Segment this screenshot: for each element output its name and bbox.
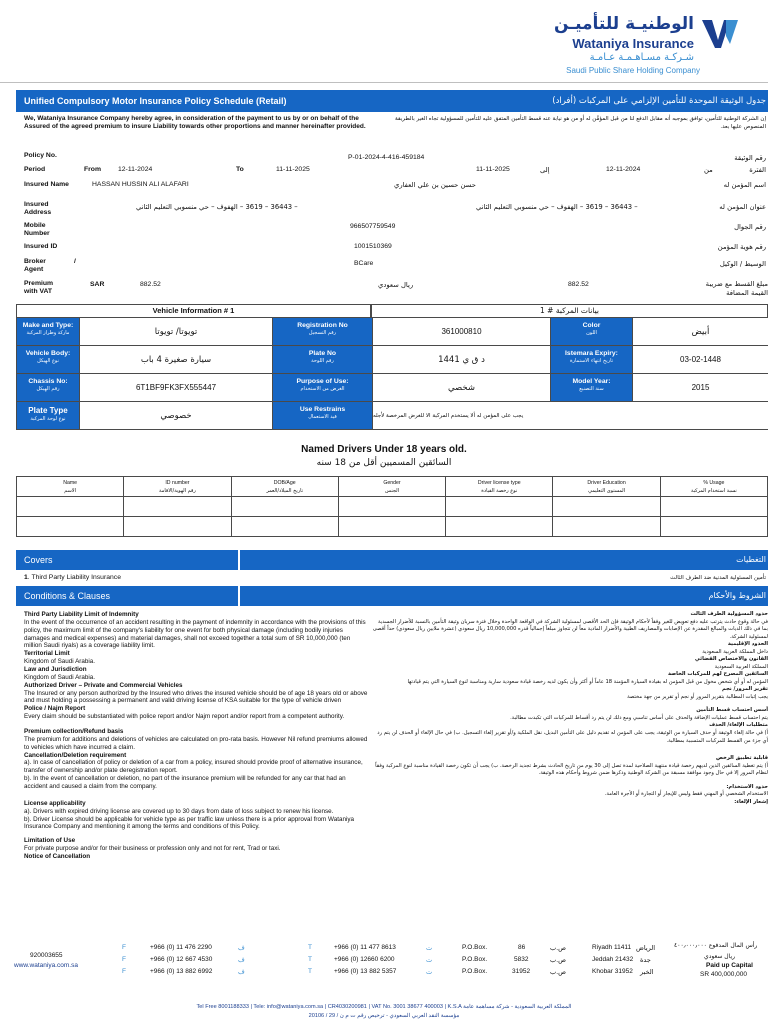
footer-pobox-ar: ص.ب — [550, 968, 567, 976]
footer-fax-jeddah: +966 (0) 12 667 4530 — [150, 956, 213, 963]
tpl-body-ar: في حالة وقوع حادث يترتب عليه دفع تعويض للغير وفقاً لأحكام الوثيقة فإن الحد الأقصى لمسئولية الشركة في الواقعة الواحدة وخلال فترة سريان وثيقة التأمين بالنسبة للأضرار الجسدية بما في ذلك الديات والمبالغ المقدرة عن الإصابات والمصاريف الطبية والأضرار المادية معاً لن تتجاوز مبلغاً إجمالياً قدره 10,000,000 ريال سعودي (عشرة ملايين ريال سعودي) حداً أقصى لمسئولية الشركة. — [372, 618, 768, 640]
paid-capital-currency-ar: ريال سعودي — [704, 953, 736, 960]
premium-collection-heading: Premium collection/Refund basis — [24, 728, 124, 736]
premium-value: 882.52 — [140, 281, 161, 288]
column-header: ID number رقم الهوية/الاقامة — [124, 477, 231, 497]
conditions-section-header — [16, 586, 768, 606]
insured-name-label: Insured Name — [24, 181, 69, 188]
istemara-value: 03-02-1448 — [633, 346, 768, 374]
premium-collection-body: The premium for additions and deletions of vehicles are calculated on pro-rata basis. However Nil refund premiums allowed to vehicles which have incurred a claim. — [24, 735, 368, 751]
logo-english-name: Wataniya Insurance — [572, 36, 694, 51]
footer-city-riyadh-ar: الرياض — [636, 944, 656, 952]
footer-legal-line: Tel Free 8001188333 | Tele: info@wataniya.com.sa | CR4030200981 | VAT No. 3001 38677 400003 | K.S.A المملكة العربية السعودية - شركة مساهمة عامة — [196, 1004, 572, 1010]
police-body-ar: يجب إثبات المطالبة بتقرير المرور أو نجم أو تقرير من جهة مختصة — [627, 693, 768, 700]
chassis-label: Chassis No: — [28, 378, 68, 385]
footer-fax-ar: ف — [238, 956, 245, 964]
column-header: Gender الجنس — [338, 477, 445, 497]
plate-value: د ق ي 1441 — [373, 346, 551, 374]
footer-city-khobar-ar: الخبر — [640, 968, 654, 976]
footer-fax-label: F — [122, 944, 126, 951]
paid-capital-label: Paid up Capital — [706, 962, 753, 969]
footer-tel-ar: ت — [426, 956, 433, 964]
period-label-ar: الفترة — [749, 166, 766, 174]
footer-pobox-ar: ص.ب — [550, 956, 567, 964]
purpose-label: Purpose of Use: — [296, 378, 349, 385]
authorized-driver-heading: Authorized Driver – Private and Commercial Vehicles — [24, 681, 183, 689]
header-divider — [0, 82, 768, 83]
insured-name-label-ar: اسم المؤمن له — [723, 181, 766, 189]
cover-item-ar: تأمين المسئولية المدنية ضد الطرف الثالث — [670, 575, 766, 581]
column-header: DOB/Age تاريخ الميلاد/العمر — [231, 477, 338, 497]
reg-value: 361000810 — [373, 318, 551, 346]
notice-heading-ar: إشعار الإلغاء: — [734, 798, 768, 805]
territorial-body-ar: داخل المملكة العربية السعودية — [702, 648, 768, 655]
broker-label-ar: الوسيط / الوكيل — [719, 260, 766, 268]
logo-arabic-tagline: شـركـة مسـاهـمـة عـامـة — [589, 52, 694, 63]
footer-cr-number: 920003655 — [30, 952, 63, 959]
policy-no-label-ar: رقم الوثيقة — [734, 154, 766, 162]
restrains-label-ar: قيد الاستعمال — [308, 414, 337, 420]
broker-label: Broker Agent — [24, 258, 46, 274]
footer-website-link[interactable]: www.wataniya.com.sa — [14, 962, 78, 969]
plate-type-label: Plate Type — [28, 406, 68, 415]
table-row — [17, 497, 768, 517]
authorized-driver-body-ar: المؤمن له أو أي شخص مخول من قبل المؤمن له بقيادة السيارة المؤمنة 18 عاماً أو أكثر وأن يكون لديه رخصة قيادة سعودية سارية ومناسبة لنوع السيارة التي يتم قيادتها — [407, 678, 768, 685]
plate-label-cell — [273, 346, 373, 374]
footer-city-khobar: Khobar 31952 — [592, 968, 633, 975]
make-label-cell — [17, 318, 80, 346]
vehicle-row-2 — [16, 346, 768, 374]
footer-fax-ar: ف — [238, 944, 245, 952]
period-from-value: 12-11-2024 — [118, 166, 153, 173]
footer-city-jeddah: Jeddah 21432 — [592, 956, 634, 963]
insured-id-label: Insured ID — [24, 243, 58, 250]
from-label: From — [84, 166, 101, 173]
cancellation-heading: Cancellation/Deletion requirement — [24, 751, 127, 759]
footer-city-riyadh: Riyadh 11411 — [592, 944, 632, 951]
cancellation-heading-ar: متطلبات الإلغاء/ الحذف — [709, 722, 768, 729]
year-value: 2015 — [633, 374, 768, 402]
limitation-heading: Limitation of Use — [24, 837, 76, 845]
chassis-value: 6T1BF9FK3FX555447 — [80, 374, 273, 402]
conditions-text-en — [24, 611, 369, 861]
company-logo — [510, 14, 740, 76]
footer-fax-ar: ف — [238, 968, 245, 976]
policy-title-ar: جدول الوثيقة الموحدة للتأمين الإلزامي على المركبات (أفراد) — [552, 96, 766, 106]
footer-pobox-label: P.O.Box. — [462, 968, 488, 975]
footer-fax-riyadh: +966 (0) 11 476 2290 — [150, 944, 212, 951]
tpl-heading: Third Party Liability Limit of Indemnity — [24, 611, 139, 618]
vehicle-info-table — [16, 304, 768, 430]
paid-capital-value: SR 400,000,000 — [700, 971, 747, 978]
logo-arabic-name: الوطنيـة للتأميـن — [553, 14, 694, 34]
vehicle-row-4 — [16, 402, 768, 430]
color-value: أبيض — [633, 318, 768, 346]
license-heading-ar: قابلية تطبيق الرخص — [716, 755, 768, 762]
plate-label-ar: رقم اللوحة — [311, 358, 334, 364]
plate-type-label-ar: نوع لوحة المركبة — [30, 416, 66, 422]
footer-pobox-jeddah: 5832 — [514, 956, 529, 963]
footer-city-jeddah-ar: جدة — [640, 956, 651, 964]
reg-label-cell — [273, 318, 373, 346]
footer-pobox-ar: ص.ب — [550, 944, 567, 952]
policy-title-en: Unified Compulsory Motor Insurance Policy Schedule (Retail) — [24, 96, 287, 106]
covers-title-ar: التغطيات — [240, 550, 768, 570]
conditions-title-en: Conditions & Clauses — [16, 586, 238, 606]
footer-tel-riyadh: +966 (0) 11 477 8613 — [334, 944, 396, 951]
police-heading: Police / Najm Report — [24, 705, 86, 713]
year-label-cell — [551, 374, 633, 402]
footer-tel-label: T — [308, 968, 312, 975]
premium-collection-body-ar: يتم احتساب قسط عمليات الإضافة والحذف على أساس تناسبي ومع ذلك لن يتم رد أقساط للمركبات التي تكبدت مطالبة. — [510, 714, 768, 721]
restrains-label-cell — [273, 402, 373, 430]
make-value: تويوتا/ تويوتا — [80, 318, 273, 346]
column-header: Driver Education المستوى التعليمي — [553, 477, 660, 497]
intro-text-ar: إن الشركة الوطنية للتأمين، توافق بموجبه أنه مقابل الدفع لنا من قبل المؤمَّن له أو من هو نيابة عنه قسط التأمين المتفق عليه للتأمين للمسؤولية تجاه الغير بالطريقة المنصوص عليها بعد. — [395, 116, 766, 130]
to-label-ar: إلى — [540, 166, 550, 174]
color-label: Color — [582, 322, 601, 329]
cover-item-text: Third Party Liability Insurance — [31, 574, 121, 581]
paid-capital-ar: رأس المال المدفوع ٤٠٠٫٠٠٠٫٠٠٠ — [674, 942, 758, 949]
mobile-value: 966507759549 — [350, 223, 396, 230]
premium-label: Premium with VAT — [24, 280, 54, 296]
currency: SAR — [90, 281, 105, 288]
intro-text-en: We, Wataniya Insurance Company hereby agree, in consideration of the payment to us by or on behalf of the Assured of the agreed premium to insure Liability towards other proportions and manner hereinafter provided. — [24, 115, 366, 131]
plate-label: Plate No — [308, 350, 337, 357]
vehicle-info-title-en: Vehicle Information # 1 — [16, 304, 371, 318]
wataniya-logo-icon — [700, 16, 740, 52]
from-label-ar: من — [704, 166, 713, 174]
license-body-b: b). Driver License should be applicable for vehicle type as per traffic law unless there is a prior approval from Wataniya Insurance Company and mentioning it among the terms and conditions of this Policy. — [24, 815, 355, 831]
insured-id-value: 1001510369 — [354, 243, 392, 250]
limitation-heading-ar: حدود الاستخدام: — [726, 783, 768, 790]
logo-english-tagline: Saudi Public Share Holding Company — [566, 66, 700, 75]
purpose-label-cell — [273, 374, 373, 402]
body-value: سيارة صغيرة 4 باب — [80, 346, 273, 374]
istemara-label-ar: تاريخ انتهاء الاستمارة — [570, 358, 613, 364]
body-label-ar: نوع الهيكل — [37, 358, 59, 364]
named-drivers-title-en: Named Drivers Under 18 years old. — [301, 444, 467, 455]
mobile-label: Mobile Number — [24, 222, 50, 238]
insured-name-value: HASSAN HUSSIN ALI ALAFARI — [92, 181, 189, 188]
footer-tel-label: T — [308, 956, 312, 963]
cancellation-body-b: b). In the event of cancellation or deletion, no part of the insurance premium will be refunded for any car that had an accident and caused a claim from the company. — [24, 775, 346, 791]
tpl-body: In the event of the occurrence of an accident resulting in the payment of indemnity in accordance with the provisions of this policy, the maximum limit of the company's liability for one event for both physical damage (including bodily injuries damages and medical expenses) and material damages, shall not exceed together a total sum of SR 10,000,000 (ten million Saudi riyals) as a coverage liability limit. — [24, 618, 366, 650]
limitation-body-ar: الاستخدام الشخصي أو المهني فقط وليس للإيجار أو التجارة أو الأجرة العامة. — [604, 791, 768, 798]
police-body: Every claim should be substantiated with police report and/or Najm report and/or report from a competent authority. — [24, 713, 345, 721]
istemara-label: Istemara Expiry: — [565, 350, 618, 357]
law-heading: Law and Jurisdiction — [24, 666, 87, 674]
broker-value: BCare — [354, 260, 374, 267]
footer-pobox-label: P.O.Box. — [462, 944, 488, 951]
footer-fax-label: F — [122, 956, 126, 963]
column-header: Name الاسم — [17, 477, 124, 497]
premium-label-ar: مبلغ القسط مع ضريبة القيمة المضافة — [705, 280, 768, 297]
cover-item-number: 1 — [24, 574, 28, 581]
period-label: Period — [24, 166, 46, 173]
body-label: Vehicle Body: — [25, 350, 71, 357]
column-header: Driver license type نوع رخصة القيادة — [446, 477, 553, 497]
territorial-heading: Territorial Limit — [24, 650, 70, 658]
footer-tel-jeddah: +966 (0) 12660 6200 — [334, 956, 395, 963]
policy-no-value: P-01-2024-4-416-459184 — [348, 154, 425, 161]
cover-item-1: 1. Third Party Liability Insurance — [24, 574, 121, 581]
address-label-ar: عنوان المؤمن له — [719, 203, 766, 211]
color-label-ar: اللون — [586, 330, 597, 336]
footer-fax-khobar: +966 (0) 13 882 6992 — [150, 968, 213, 975]
authorized-driver-body: The Insured or any person authorized by the Insured who drives the insured vehicle should be of age 18 years old or above and must holding a possessing a permanent and valid driving license of KSA suitable for the type of vehicle driven — [24, 689, 368, 705]
footer-tel-ar: ت — [426, 944, 433, 952]
footer-tel-ar: ت — [426, 968, 433, 976]
vehicle-row-3 — [16, 374, 768, 402]
body-label-cell — [17, 346, 80, 374]
law-body-ar: المملكة العربية السعودية — [714, 663, 768, 670]
named-drivers-title-ar: السائقين المسميين أقل من 18 سنه — [316, 458, 452, 468]
mobile-label-ar: رقم الجوال — [734, 223, 766, 231]
footer-pobox-label: P.O.Box. — [462, 956, 488, 963]
covers-section-header — [16, 550, 768, 570]
license-body-a: a). Drivers with expired driving license are covered up to 30 days from date of loss subject to renew his license. — [24, 807, 334, 815]
territorial-heading-ar: الحدود الإقليمية — [727, 641, 768, 648]
covers-title-en: Covers — [16, 550, 238, 570]
broker-slash: / — [74, 258, 76, 265]
purpose-value: شخصي — [373, 374, 551, 402]
insured-id-label-ar: رقم هوية المؤمن — [717, 243, 766, 251]
named-drivers-header-row — [17, 477, 768, 497]
insured-name-value-ar: حسن حسين بن علي العفاري — [394, 181, 476, 189]
cancellation-body-a: a). In case of cancellation of policy or deletion of a car from a policy, insured should provide proof of alternative insurance, transfer of ownership and/or plate deregistration report. — [24, 759, 363, 775]
year-label: Model Year: — [572, 378, 611, 385]
year-label-ar: سنة التصنيع — [579, 386, 604, 392]
license-heading: License applicability — [24, 799, 86, 807]
footer-tel-khobar: +966 (0) 13 882 5357 — [334, 968, 397, 975]
plate-type-value: خصوصي — [80, 402, 273, 430]
purpose-label-ar: الغرض من الاستخدام — [300, 386, 345, 392]
restrains-label: Use Restrains — [299, 406, 346, 413]
notice-heading: Notice of Cancellation — [24, 853, 91, 861]
footer-fax-label: F — [122, 968, 126, 975]
vehicle-row-1 — [16, 318, 768, 346]
chassis-label-ar: رقم الهيكل — [36, 386, 60, 392]
cancellation-body-ar: أ) في حالة إلغاء الوثيقة أو حذف السيارة من الوثيقة، يجب على المؤمن له تقديم دليل على التأمين البديل، نقل الملكية و/أو تقرير إلغاء التسجيل. ب) في حال الإلغاء أو الحذف لن يتم رد أي جزء من القسط للمركبات المتسببة بمطالبة. — [377, 729, 768, 744]
reg-label: Registration No — [297, 322, 348, 329]
license-body-ar: أ) يتم تغطية السائقين الذين لديهم رخصة قيادة منتهية الصلاحية لمدة تصل إلى 30 يوم من تاريخ الحادث بشرط تجديد الرخصة. ب) يجب أن تكون رخصة القيادة مناسبة لنوع المركبة وفقاً لنظام المرور إلا في حال وجود موافقة مسبقة من الشركة الوطنية وذكرها ضمن شروط وأحكام هذه الوثيقة. — [375, 762, 768, 777]
reg-label-ar: رقم التسجيل — [308, 330, 337, 336]
footer-license-line: 20106 / 29 / مؤسسة النقد العربي السعودي - ترخيص رقم ت م ن — [308, 1013, 460, 1019]
footer-pobox-khobar: 31952 — [512, 968, 531, 975]
address-value: – 36443 – 3619 – الهفوف – حي منسوبي التعليم الثاني — [136, 203, 298, 211]
law-body: Kingdom of Saudi Arabia. — [24, 673, 96, 681]
period-to-value: 11-11-2025 — [276, 166, 310, 173]
table-row — [17, 517, 768, 537]
chassis-label-cell — [17, 374, 80, 402]
istemara-label-cell — [551, 346, 633, 374]
policy-no-label: Policy No. — [24, 152, 57, 159]
vehicle-info-title-ar: بيانات المركبة # 1 — [371, 304, 768, 318]
premium-collection-heading-ar: أسس احتساب قسط التأمين — [696, 707, 768, 714]
footer-pobox-riyadh: 86 — [518, 944, 526, 951]
conditions-title-ar: الشروط والأحكام — [240, 586, 768, 606]
address-value-ar: – 36443 – 3619 – الهفوف – حي منسوبي التعليم الثاني — [476, 203, 638, 211]
policy-title-banner — [16, 90, 768, 112]
plate-type-label-cell — [17, 402, 80, 430]
restrains-value: يجب على المؤمن له ألا يستخدم المركبة الا للغرض المرخصة لأجله — [373, 402, 768, 430]
period-from-value-ar: 12-11-2024 — [606, 166, 641, 173]
column-header: % Usage نسبة استخدام المركبة — [660, 477, 767, 497]
color-label-cell — [551, 318, 633, 346]
to-label: To — [236, 166, 244, 173]
tpl-heading-ar: حدود المسؤولية الطرف الثالث — [690, 611, 768, 617]
footer-tel-label: T — [308, 944, 312, 951]
period-to-value-ar: 11-11-2025 — [476, 166, 510, 173]
currency-ar: ريال سعودي — [378, 281, 414, 289]
address-label: Insured Address — [24, 201, 52, 217]
authorized-driver-heading-ar: السائقين المصرح لهم للمركبات الخاصة — [667, 671, 768, 678]
territorial-body: Kingdom of Saudi Arabia. — [24, 658, 96, 666]
premium-value-ar: 882.52 — [568, 281, 589, 288]
make-label: Make and Type: — [22, 322, 74, 329]
limitation-body: For private purpose and/or for their business or profession only and not for rent, Trad or taxi. — [24, 845, 281, 853]
make-label-ar: ماركة وطراز المركبة — [26, 330, 70, 336]
named-drivers-table — [16, 476, 768, 537]
law-heading-ar: القانون والاختصاص القضائي — [694, 656, 768, 663]
police-heading-ar: تقرير المرور/ نجم — [722, 686, 768, 693]
conditions-text-ar — [372, 611, 768, 806]
